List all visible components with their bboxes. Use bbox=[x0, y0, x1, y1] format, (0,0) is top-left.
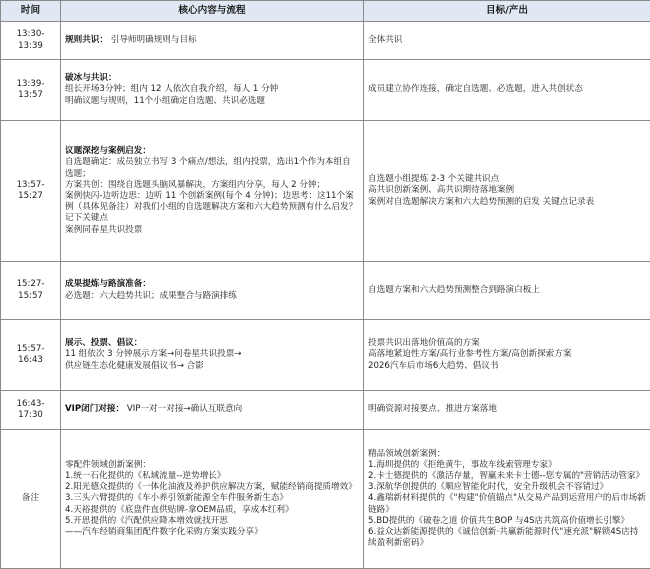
content-line: 自选题确定：成员独立书写 3 个痛点/想法，组内投票，选出1个作为本组自选题； bbox=[65, 157, 359, 179]
header-content: 核心内容与流程 bbox=[61, 1, 364, 22]
content-line: 明确议题与规则，11个小组确定自选题、共识必选题 bbox=[65, 96, 359, 107]
row-goal bbox=[364, 22, 650, 60]
row-inline-text: 引导师明确规则与目标 bbox=[111, 35, 197, 45]
note-line: 2.卡士德提供的《激活存量，智赢未来卡士德--您专属的"营销活动管家》 bbox=[368, 471, 646, 482]
note-line: 4.鑫瑞新材料提供的《"构建"价值锚点"从交易产品到运营用户的后市场新链路》 bbox=[368, 493, 646, 515]
header-goal: 目标/产出 bbox=[364, 1, 650, 22]
goal-line: 明确资源对接要点、推进方案落地 bbox=[368, 404, 646, 415]
goal-line: 自选题方案和六大趋势预测整合到路演白板上 bbox=[368, 285, 646, 296]
table-header-row bbox=[1, 1, 650, 22]
table-row bbox=[1, 391, 650, 430]
row-goal bbox=[364, 60, 650, 121]
goal-line: 成员建立协作连接，确定自选题、必选题，进入共创状态 bbox=[368, 84, 646, 95]
note-line: 5.BD提供的《破卷之道 价值共生BOP 与4S店共筑高价值增长引擎》 bbox=[368, 516, 646, 527]
row-time: 15:27-15:57 bbox=[1, 262, 61, 320]
row-title: 成果提炼与路演准备： bbox=[65, 279, 359, 290]
row-content bbox=[61, 22, 364, 60]
row-title: 规则共识： bbox=[65, 35, 108, 45]
table-row bbox=[1, 320, 650, 391]
row-content bbox=[61, 320, 364, 391]
row-time: 16:43-17:30 bbox=[1, 391, 61, 430]
note-line: 1.海圳提供的《拒绝黄牛，事故车线索管理专家》 bbox=[368, 460, 646, 471]
goal-line: 自选题小组提炼 2-3 个关键共识点 bbox=[368, 174, 646, 185]
row-title: VIP闭门对接： bbox=[65, 404, 124, 414]
content-line: 案例快闪-边听边思：边听 11 个创新案例(每个 4 分钟)；边思考：这11个案例（具体见备注）对我们小组的自选题解决方案和六大趋势预测有什么启发？记下关键点 bbox=[65, 191, 359, 225]
goal-line: 全体共识 bbox=[368, 35, 646, 46]
note-line: 6.益众达新能源提供的《诚信创新·共赢新能源时代"速充派"解锁4S店持续盈利新密码》 bbox=[368, 527, 646, 549]
table-row bbox=[1, 60, 650, 121]
content-line: 供应链生态化健康发展倡议书→ 合影 bbox=[65, 361, 359, 372]
content-line: 11 组依次 3 分钟展示方案→问卷星共识投票→ bbox=[65, 349, 359, 360]
note-line: 4.天裕提供的《底盘件直供贴牌-拿OEM品质，享成本红利》 bbox=[65, 505, 359, 516]
row-title: 破冰与共识： bbox=[65, 73, 359, 84]
note-line: 5.开思提供的《汽配供应降本增效就找开思 bbox=[65, 516, 359, 527]
row-content bbox=[61, 262, 364, 320]
note-line: 零配件领域创新案例： bbox=[65, 460, 359, 471]
row-goal bbox=[364, 262, 650, 320]
content-line: 必选题：六大趋势共识；成果整合与路演排练 bbox=[65, 291, 359, 302]
content-line: 组长开场3分钟；组内 12 人依次自我介绍，每人 1 分钟 bbox=[65, 84, 359, 95]
note-line: 1.统一石化提供的《私域流量--逆势增长》 bbox=[65, 471, 359, 482]
row-goal bbox=[364, 320, 650, 391]
row-goal bbox=[364, 391, 650, 430]
note-line: 2.阳光德众提供的《一体化油液及养护供应解决方案，赋能经销商提质增效》 bbox=[65, 482, 359, 493]
row-time: 15:57-16:43 bbox=[1, 320, 61, 391]
row-content bbox=[61, 391, 364, 430]
content-line: 方案共创：围绕自选题头脑风暴解决，方案组内分享，每人 2 分钟； bbox=[65, 180, 359, 191]
row-title: 展示、投票、倡议： bbox=[65, 338, 359, 349]
note-line: 精品领域创新案例： bbox=[368, 449, 646, 460]
row-inline-text: VIP一对一对接→确认互联意向 bbox=[127, 404, 242, 414]
notes-row bbox=[1, 430, 650, 569]
goal-line: 高共识创新案例、高共识期待落地案例 bbox=[368, 185, 646, 196]
content-line: 案例同春星共识投票 bbox=[65, 225, 359, 236]
table-row bbox=[1, 121, 650, 262]
notes-label: 备注 bbox=[1, 430, 61, 569]
header-time: 时间 bbox=[1, 1, 61, 22]
row-time: 13:30-13:39 bbox=[1, 22, 61, 60]
note-line: 3.深航华创提供的《顺应智能化时代，安全升级机会不容错过》 bbox=[368, 482, 646, 493]
notes-right bbox=[364, 430, 650, 569]
table-row bbox=[1, 22, 650, 60]
goal-line: 投票共识出落地价值高的方案 bbox=[368, 338, 646, 349]
goal-line: 高落地紧迫性方案/高行业参考性方案/高创新探索方案 bbox=[368, 349, 646, 360]
row-time: 13:57-15:27 bbox=[1, 121, 61, 262]
notes-left bbox=[61, 430, 364, 569]
row-time: 13:39-13:57 bbox=[1, 60, 61, 121]
note-line: 3.三头六臂提供的《车小养引领新能源全车件服务新生态》 bbox=[65, 493, 359, 504]
goal-line: 案例对自选题解决方案和六大趋势预测的启发 关键点记录表 bbox=[368, 197, 646, 208]
note-line: ——汽车经销商集团配件数字化采购方案实践分享》 bbox=[65, 527, 359, 538]
goal-line: 2026汽车后市场6大趋势、倡议书 bbox=[368, 361, 646, 372]
table-row bbox=[1, 262, 650, 320]
row-content bbox=[61, 60, 364, 121]
row-goal bbox=[364, 121, 650, 262]
row-content bbox=[61, 121, 364, 262]
row-title: 议题深挖与案例启发： bbox=[65, 146, 359, 157]
